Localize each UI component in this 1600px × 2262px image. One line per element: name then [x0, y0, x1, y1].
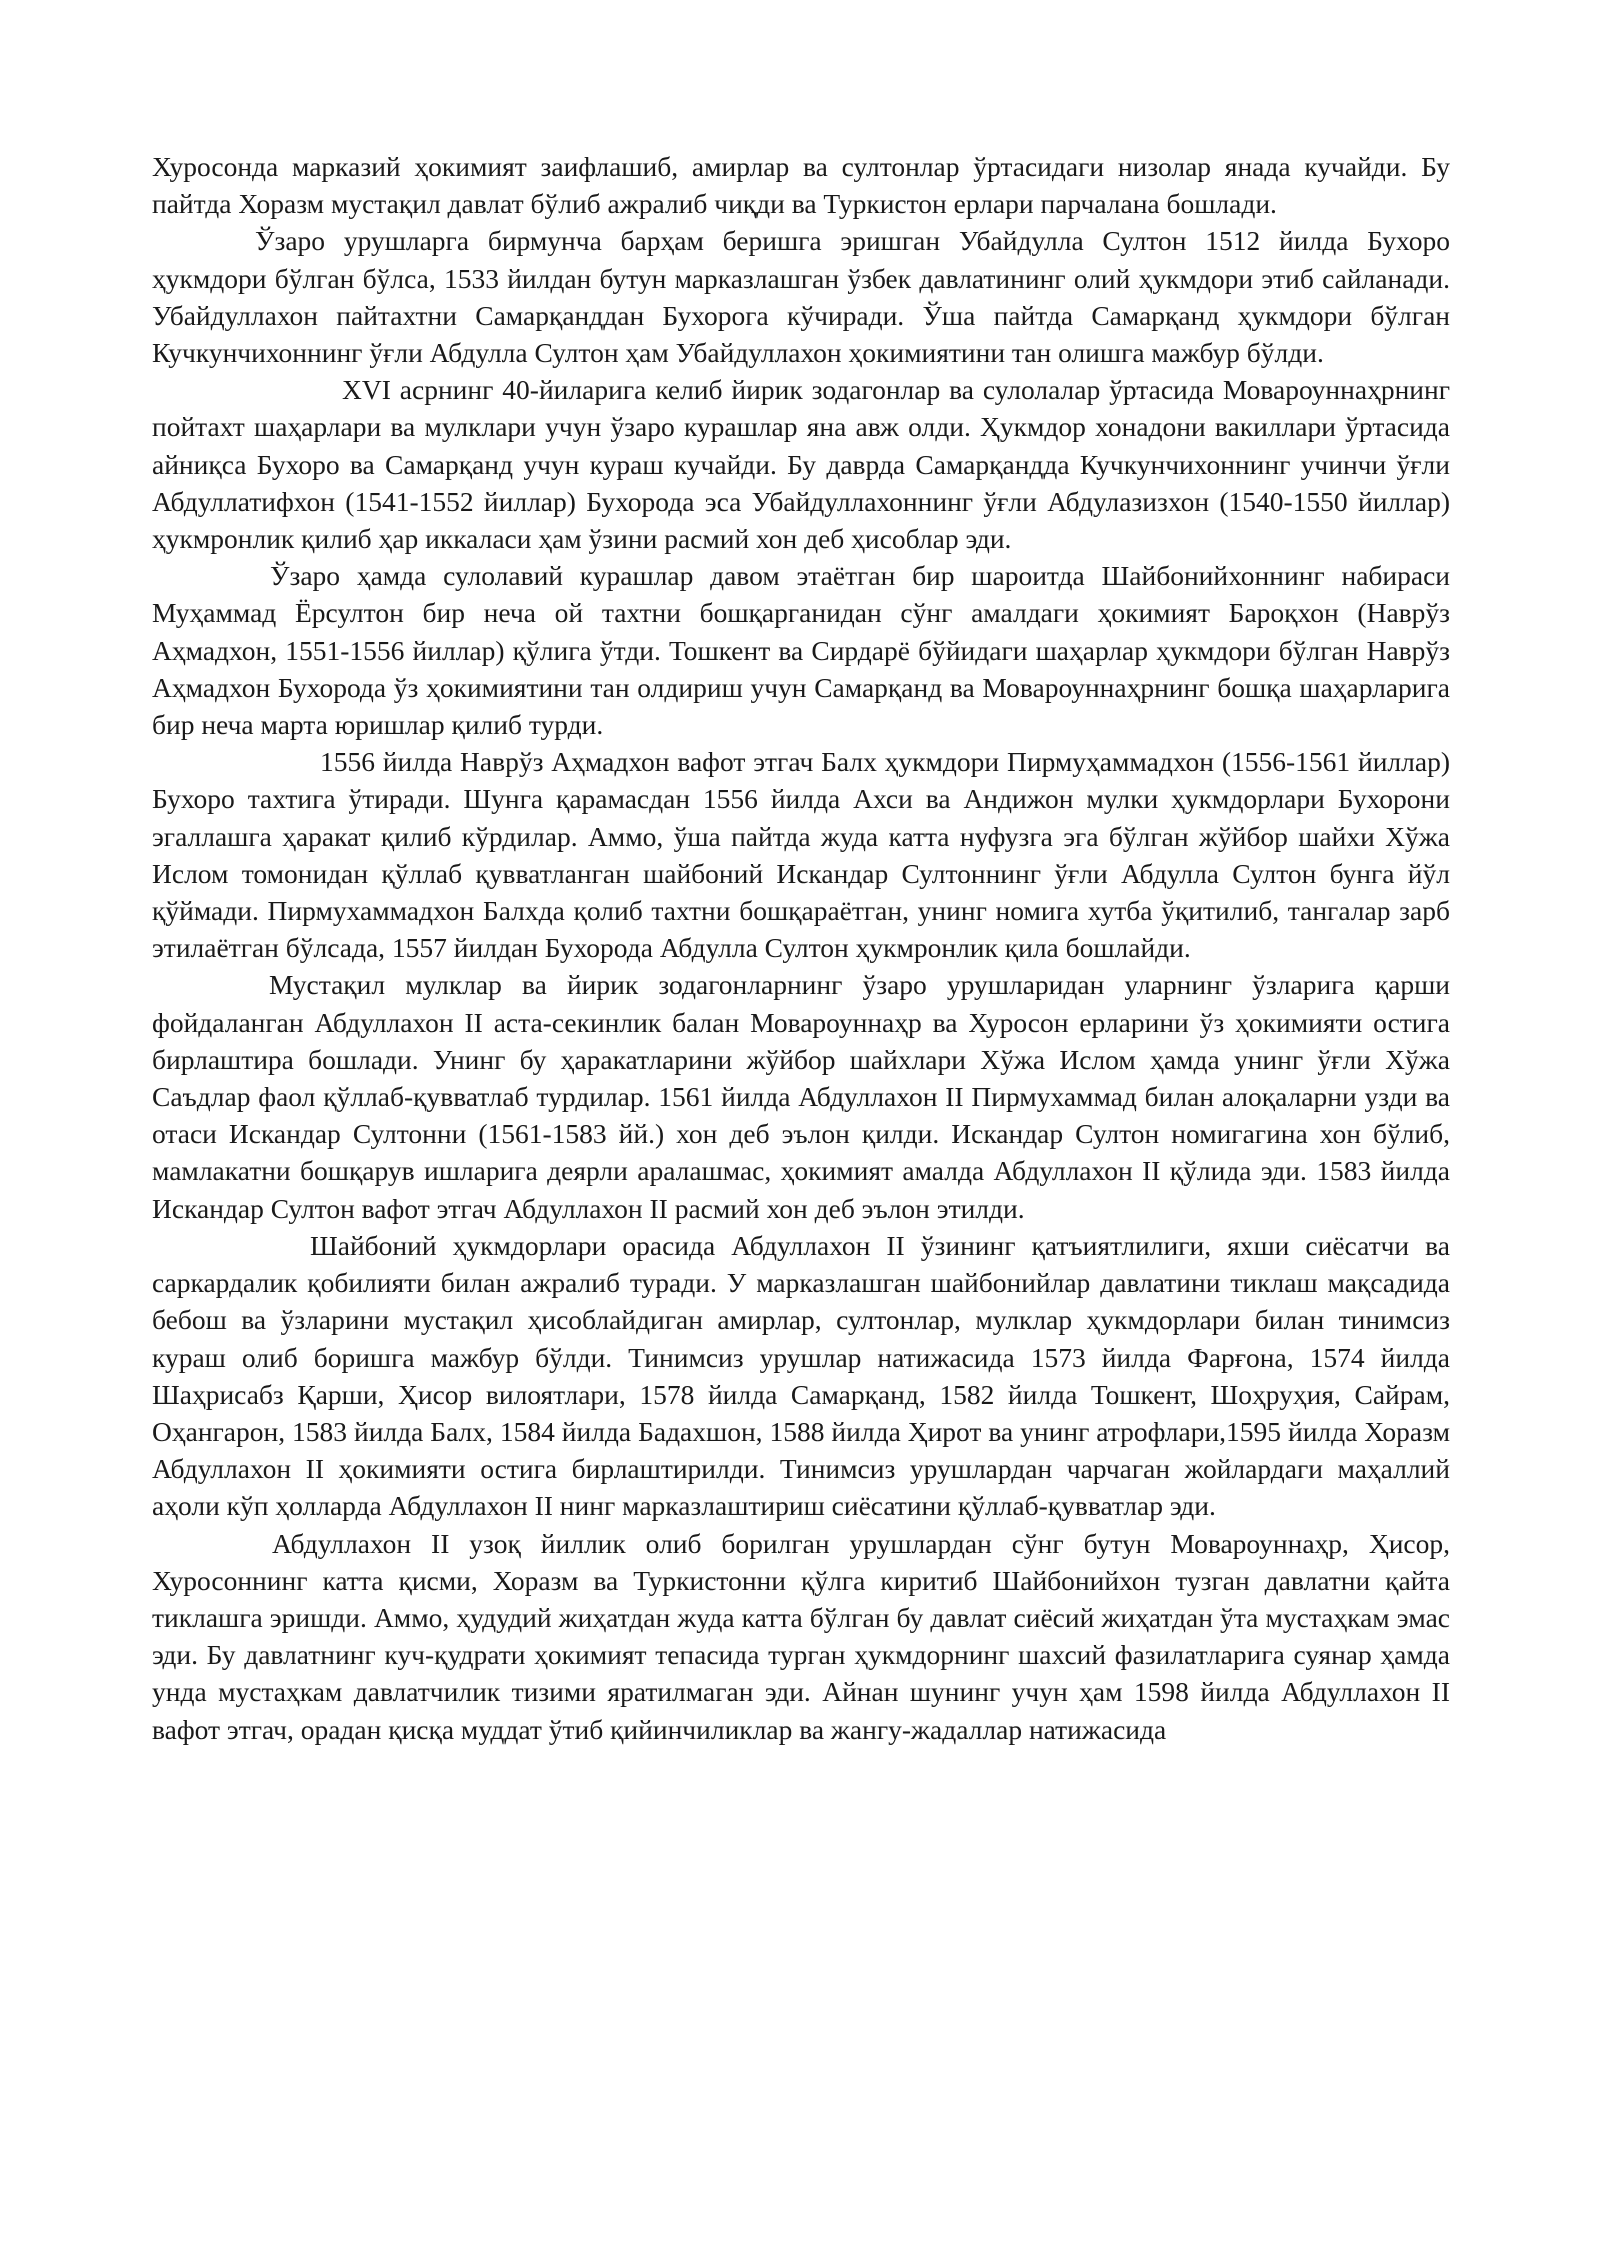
- paragraph-1: Хуросонда марказий ҳокимият заифлашиб, амирлар ва султонлар ўртасидаги низолар янада кучайди. Бу пайтда Хоразм мустақил давлат бўлиб ажралиб чиқди ва Туркистон ерлари парчалана бошлади.: [152, 151, 1450, 220]
- paragraph-6: Мустақил мулклар ва йирик зодагонларнинг ўзаро урушларидан уларнинг ўзларига қарши фойдаланган Абдуллахон II аста-секинлик балан Мовароуннаҳр ва Хуросон ерларини ўз ҳокимияти остига бирлаштира бошлади. Унинг бу ҳаракатларини жўйбор шайхлари Хўжа Ислом ҳамда унинг ўғли Хўжа Саъдлар фаол қўллаб-қувватлаб турдилар. 1561 йилда Абдуллахон II Пирмухаммад билан алоқаларни узди ва отаси Искандар Султонни (1561-1583 йй.) хон деб эълон қилди. Искандар Султон номигагина хон бўлиб, мамлакатни бошқарув ишларига деярли аралашмас, ҳокимият амалда Абдуллахон II қўлида эди. 1583 йилда Искандар Султон вафот этгач Абдуллахон II расмий хон деб эълон этилди.: [152, 969, 1450, 1224]
- paragraph-8: Абдуллахон II узоқ йиллик олиб борилган урушлардан сўнг бутун Мовароуннаҳр, Ҳисор, Хуросоннинг катта қисми, Хоразм ва Туркистонни қўлга киритиб Шайбонийхон тузган давлатни қайта тиклашга эришди. Аммо, ҳудудий жиҳатдан жуда катта бўлган бу давлат сиёсий жиҳатдан ўта мустаҳкам эмас эди. Бу давлатнинг куч-қудрати ҳокимият тепасида турган ҳукмдорнинг шахсий фазилатларига суянар ҳамда унда мустаҳкам давлатчилик тизими яратилмаган эди. Айнан шунинг учун ҳам 1598 йилда Абдуллахон II вафот этгач, орадан қисқа муддат ўтиб қийинчиликлар ва жангу-жадаллар натижасида: [152, 1527, 1450, 1745]
- paragraph-2: Ўзаро урушларга бирмунча барҳам беришга эришган Убайдулла Султон 1512 йилда Бухоро ҳукмдори бўлган бўлса, 1533 йилдан бутун марказлашган ўзбек давлатининг олий ҳукмдори этиб сайланади. Убайдуллахон пайтахтни Самарқанддан Бухорога кўчиради. Ўша пайтда Самарқанд ҳукмдори бўлган Кучкунчихоннинг ўғли Абдулла Султон ҳам Убайдуллахон ҳокимиятини тан олишга мажбур бўлди.: [152, 225, 1450, 369]
- document-page: [152, 148, 1450, 1748]
- paragraph-4: Ўзаро ҳамда сулолавий курашлар давом этаётган бир шароитда Шайбонийхоннинг набираси Муҳаммад Ёрсултон бир неча ой тахтни бошқарганидан сўнг амалдаги ҳокимият Бароқхон (Наврўз Аҳмадхон, 1551-1556 йиллар) қўлига ўтди. Тошкент ва Сирдарё бўйидаги шаҳарлар ҳукмдори бўлган Наврўз Аҳмадхон Бухорода ўз ҳокимиятини тан олдириш учун Самарқанд ва Мовароуннаҳрнинг бошқа шаҳарларига бир неча марта юришлар қилиб турди.: [152, 560, 1450, 741]
- paragraph-7: Шайбоний ҳукмдорлари орасида Абдуллахон II ўзининг қатъиятлилиги, яхши сиёсатчи ва саркардалик қобилияти билан ажралиб туради. У марказлашган шайбонийлар давлатини тиклаш мақсадида бебош ва ўзларини мустақил ҳисоблайдиган амирлар, султонлар, мулклар ҳукмдорлари билан тинимсиз кураш олиб боришга мажбур бўлди. Тинимсиз урушлар натижасида 1573 йилда Фарғона, 1574 йилда Шаҳрисабз Қарши, Ҳисор вилоятлари, 1578 йилда Самарқанд, 1582 йилда Тошкент, Шоҳруҳия, Сайрам, Оҳангарон, 1583 йилда Балх, 1584 йилда Бадахшон, 1588 йилда Ҳирот ва унинг атрофлари,1595 йилда Хоразм Абдуллахон II ҳокимияти остига бирлаштирилди. Тинимсиз урушлардан чарчаган жойлардаги маҳаллий аҳоли кўп ҳолларда Абдуллахон II нинг марказлаштириш сиёсатини қўллаб-қувватлар эди.: [152, 1229, 1450, 1522]
- paragraph-3: XVI асрнинг 40-йиларига келиб йирик зодагонлар ва сулолалар ўртасида Мовароуннаҳрнинг пойтахт шаҳарлари ва мулклари учун ўзаро курашлар яна авж олди. Ҳукмдор хонадони вакиллари ўртасида айниқса Бухоро ва Самарқанд учун кураш кучайди. Бу даврда Самарқандда Кучкунчихоннинг учинчи ўғли Абдуллатифхон (1541-1552 йиллар) Бухорода эса Убайдуллахоннинг ўғли Абдулазизхон (1540-1550 йиллар) ҳукмронлик қилиб ҳар иккаласи ҳам ўзини расмий хон деб ҳисоблар эди.: [152, 374, 1450, 555]
- paragraph-5: 1556 йилда Наврўз Аҳмадхон вафот этгач Балх ҳукмдори Пирмуҳаммадхон (1556-1561 йиллар) Бухоро тахтига ўтиради. Шунга қарамасдан 1556 йилда Ахси ва Андижон мулки ҳукмдорлари Бухорони эгаллашга ҳаракат қилиб кўрдилар. Аммо, ўша пайтда жуда катта нуфузга эга бўлган жўйбор шайхи Хўжа Ислом томонидан қўллаб қувватланган шайбоний Искандар Султоннинг ўғли Абдулла Султон бунга йўл қўймади. Пирмухаммадхон Балхда қолиб тахтни бошқараётган, унинг номига хутба ўқитилиб, тангалар зарб этилаётган бўлсада, 1557 йилдан Бухорода Абдулла Султон ҳукмронлик қила бошлайди.: [152, 746, 1450, 964]
